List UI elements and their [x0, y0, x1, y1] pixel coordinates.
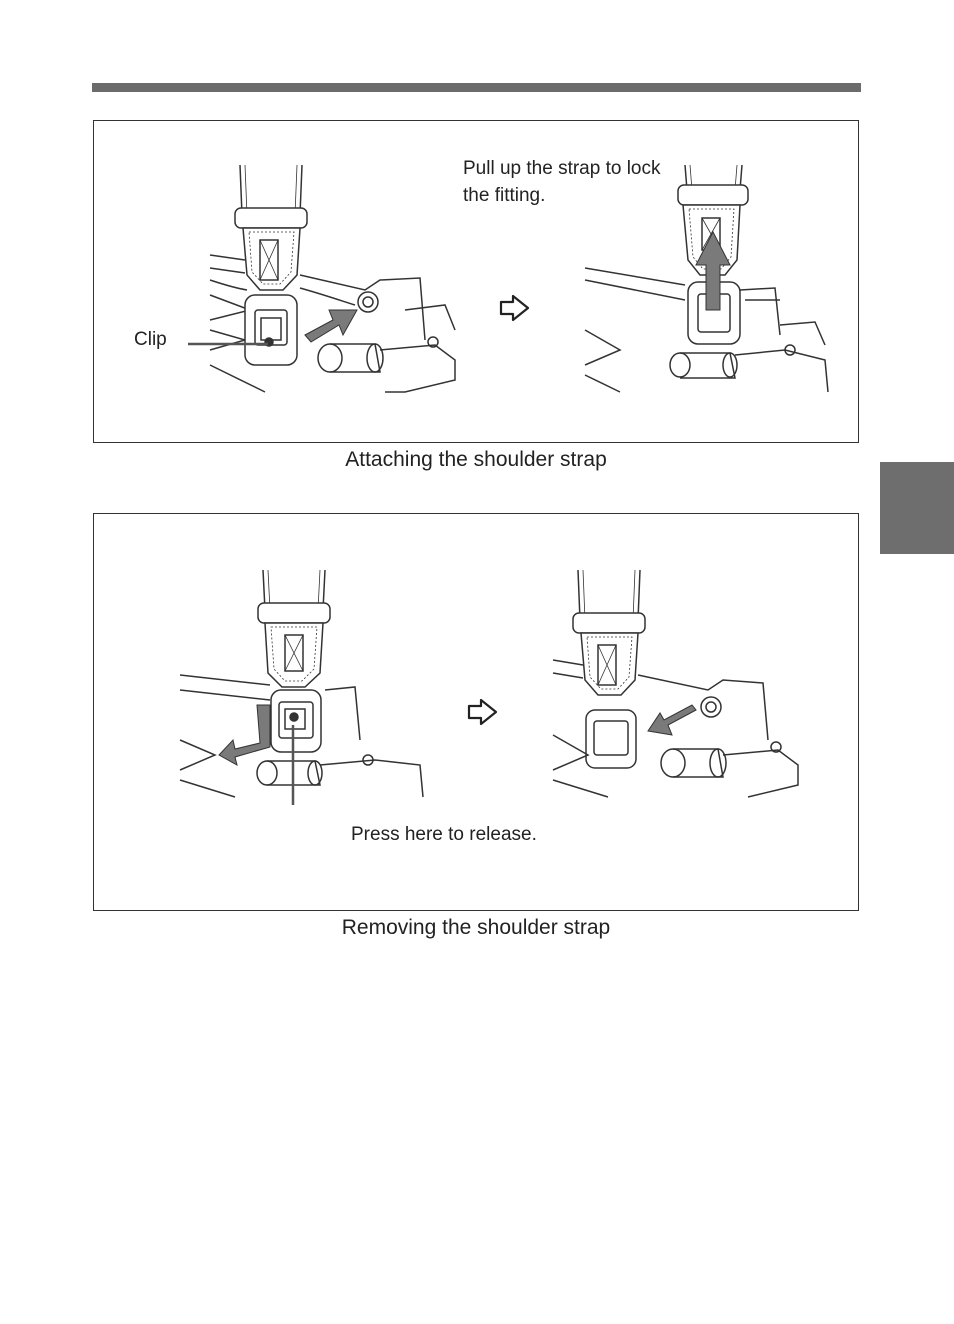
pull-up-callout: Pull up the strap to lock the fitting. — [463, 158, 661, 206]
chapter-tab — [880, 462, 954, 554]
clip-leader-line — [186, 340, 276, 350]
remove-caption: Removing the shoulder strap — [341, 916, 611, 939]
step-arrow-icon — [466, 697, 500, 727]
press-release-callout: Press here to release. — [351, 824, 537, 845]
remove-step1-illustration — [175, 565, 430, 805]
push-arrow-icon — [305, 310, 357, 342]
attach-step1-illustration — [205, 160, 470, 400]
attach-caption: Attaching the shoulder strap — [345, 448, 607, 471]
step-arrow-icon — [498, 293, 532, 323]
clip-callout: Clip — [134, 329, 167, 350]
release-arrow-icon — [648, 705, 696, 735]
release-arrow-icon — [219, 705, 270, 765]
remove-step2-illustration — [548, 565, 803, 805]
header-rule — [92, 83, 861, 92]
